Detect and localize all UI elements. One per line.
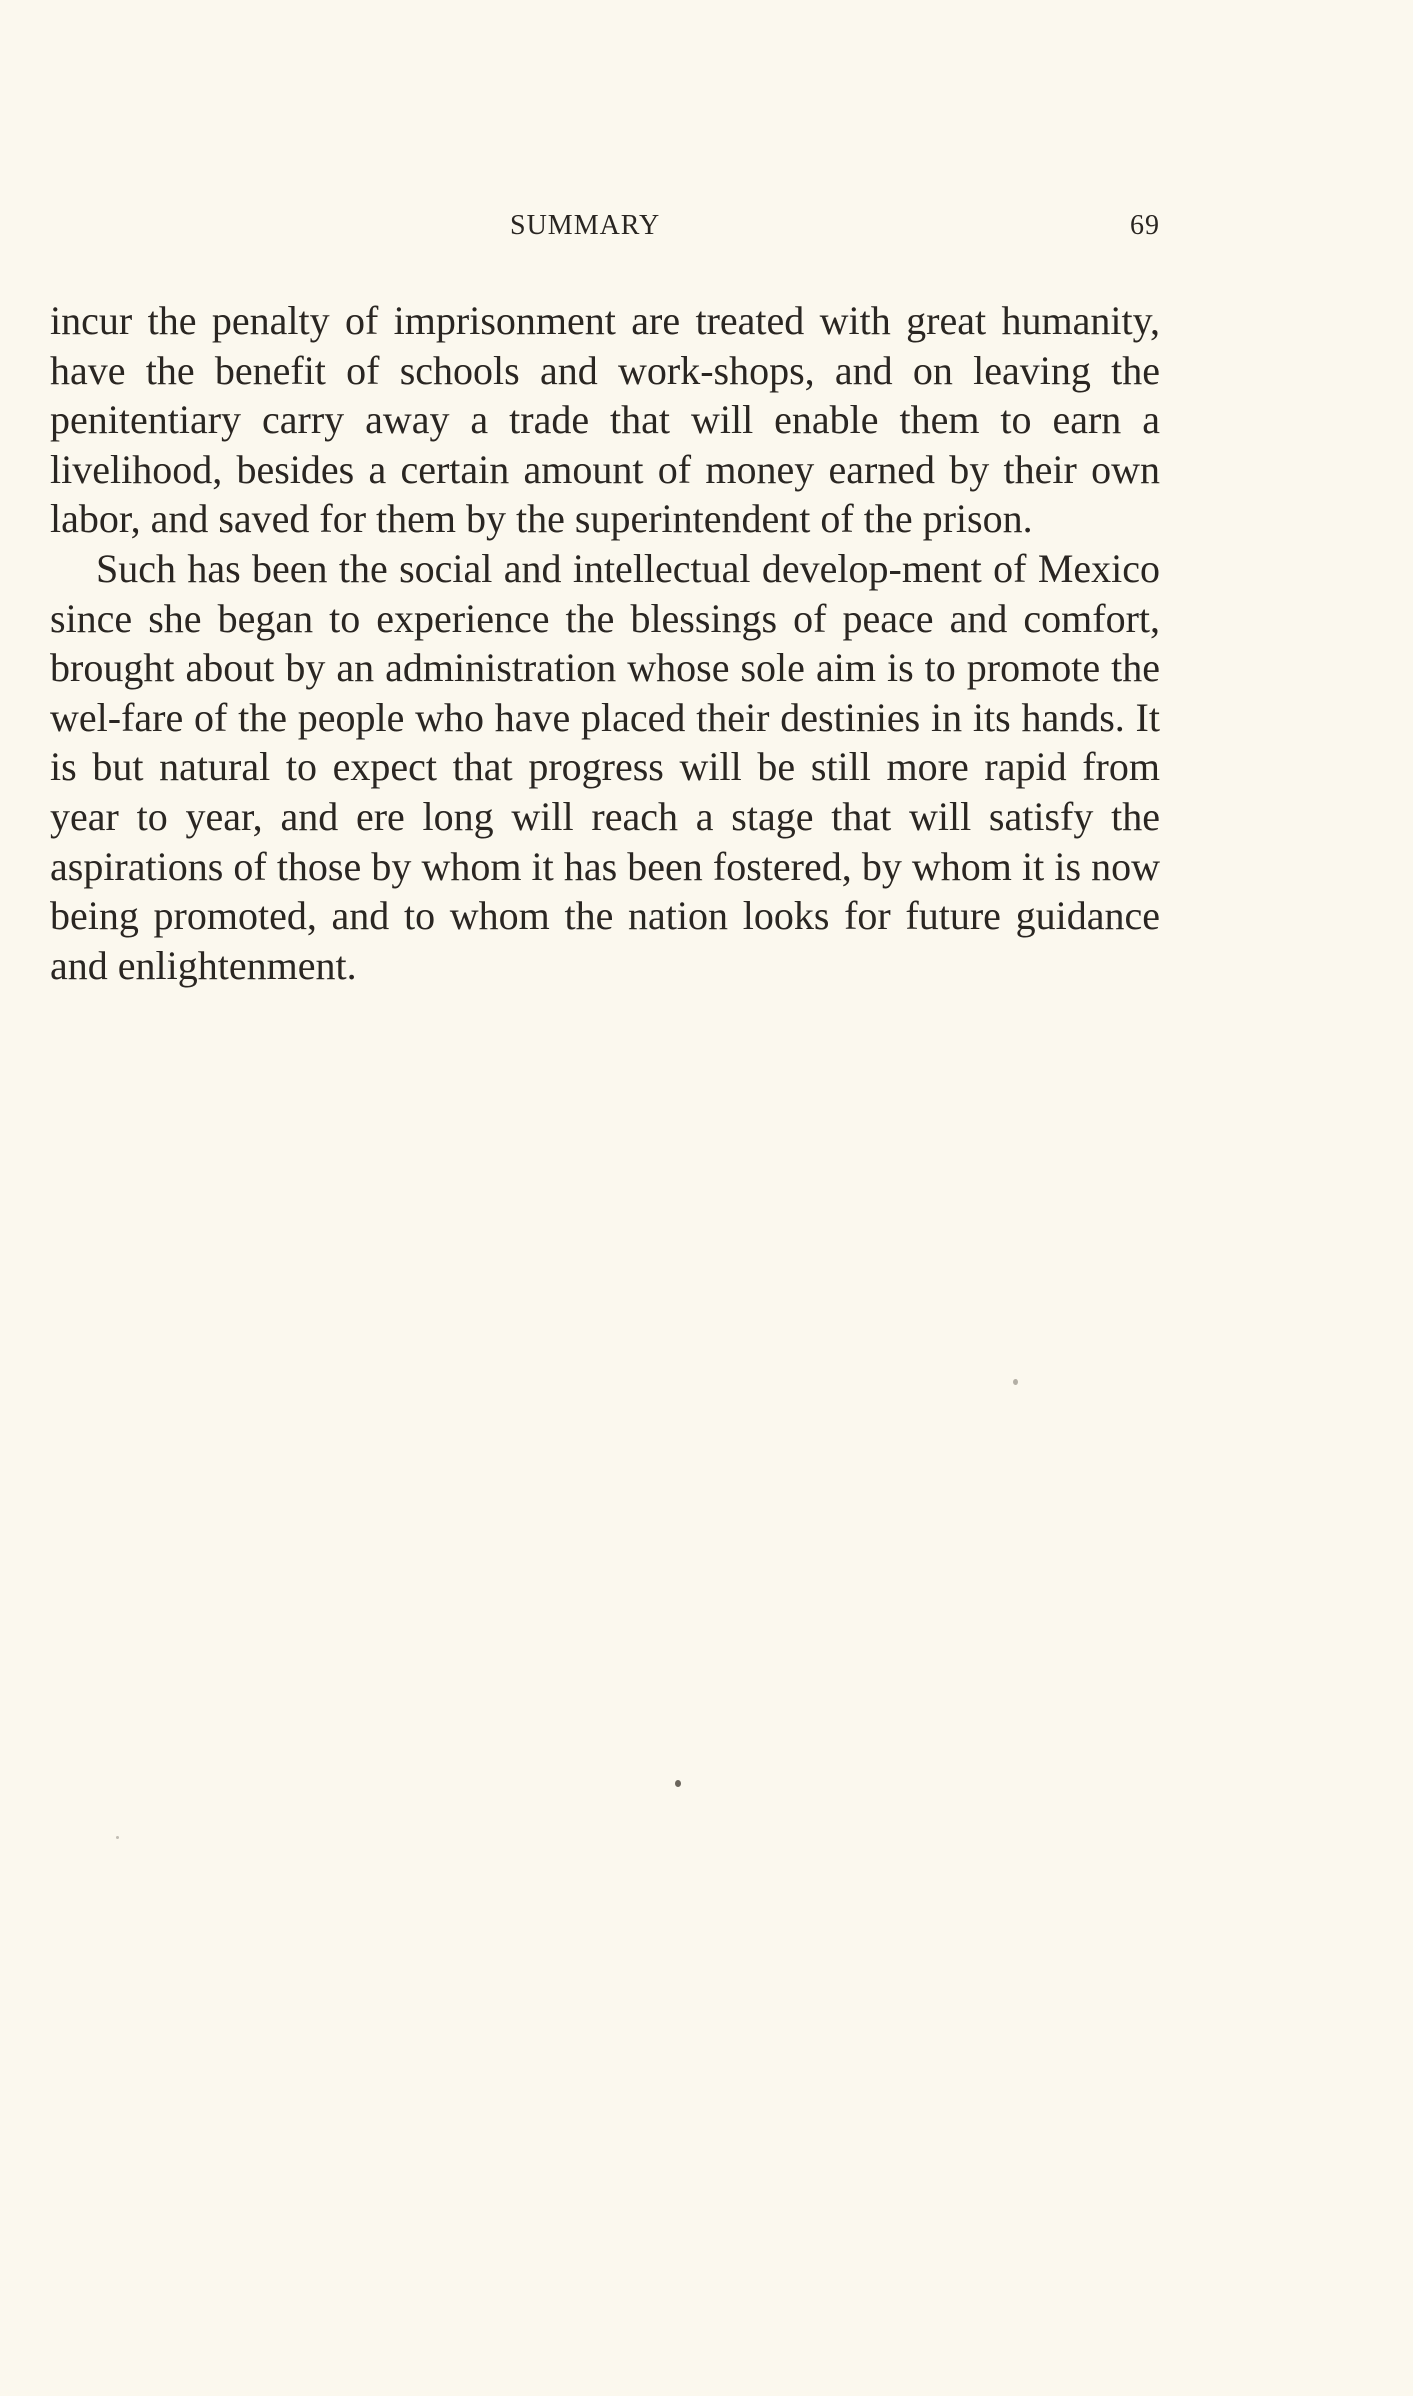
- body-text: [50, 296, 1160, 990]
- paper-speck: [1013, 1379, 1018, 1385]
- running-title: SUMMARY: [510, 210, 661, 241]
- page-number: 69: [1130, 210, 1160, 241]
- paper-speck: [116, 1836, 119, 1839]
- paragraph: Such has been the social and intellectual develop-ment of Mexico since she began to experience the blessings of peace and comfort, brought about by an administration whose sole aim is to promote the wel-fare of the people who have placed their destinies in its hands. It is but natural to expect that progress will be still more rapid from year to year, and ere long will reach a stage that will satisfy the aspirations of those by whom it has been fostered, by whom it is now being promoted, and to whom the nation looks for future guidance and enlightenment.: [50, 545, 1160, 988]
- paragraph-continuation: incur the penalty of imprisonment are treated with great humanity, have the benefit of schools and work-shops, and on leaving the penitentiary carry away a trade that will enable them to earn a livelihood, besides a certain amount of money earned by their own labor, and saved for them by the superintendent of the prison.: [50, 298, 1160, 542]
- running-header: [50, 210, 1160, 250]
- paper-speck: [675, 1780, 681, 1787]
